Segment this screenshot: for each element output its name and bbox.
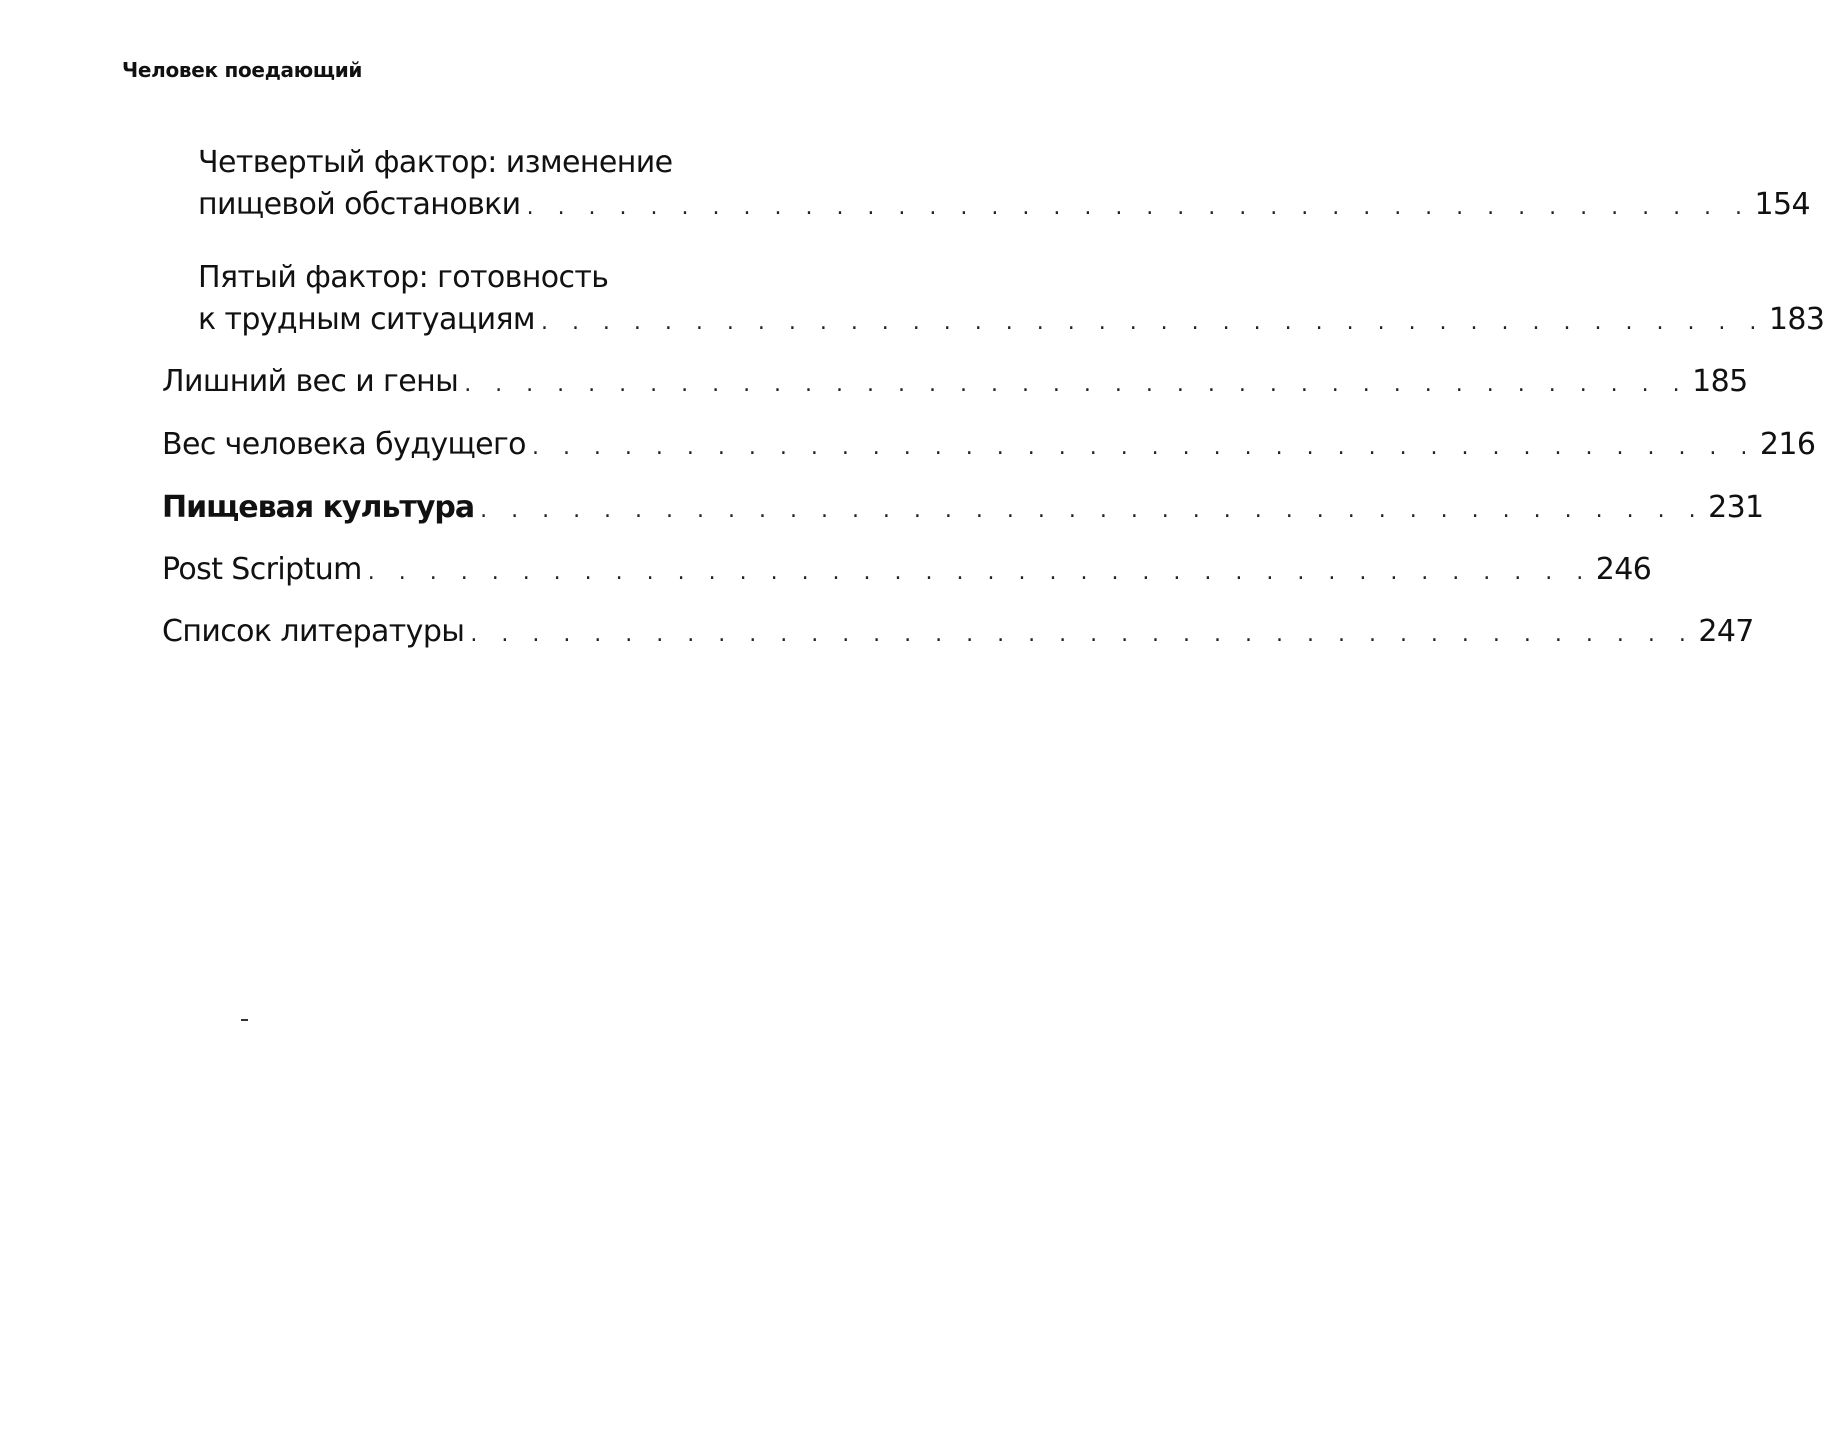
toc-entry-title: Лишний вес и гены: [162, 364, 459, 399]
toc-page-number: 216: [1759, 427, 1816, 462]
toc-entry-title: Список литературы: [162, 614, 465, 649]
toc-entry-line: [198, 300, 1824, 343]
toc-page-number: 183: [1768, 302, 1824, 337]
toc-entry-line: [162, 550, 1652, 593]
toc-entry-line: [162, 488, 1764, 531]
toc-page-number: 247: [1698, 614, 1754, 649]
toc-entry-title: пищевой обстановки: [198, 187, 521, 222]
toc-entry-title: Пищевая культура: [162, 490, 475, 525]
leader-dots: . . . . . . . . . . . . . . . . . . . . . . . . . . . . . . . . . . . . . . . .: [470, 622, 1695, 647]
leader-dots: . . . . . . . . . . . . . . . . . . . . . . . . . . . . . . . . . . . . . . . .: [464, 372, 1689, 397]
leader-dots: . . . . . . . . . . . . . . . . . . . . . . . . . . . . . . . . . . . . . . . .: [480, 498, 1705, 523]
toc-entry-title-line1: Пятый фактор: готовность: [198, 260, 609, 295]
toc-entry-line: [162, 362, 1748, 405]
toc-entry-title-line1: Четвертый фактор: изменение: [198, 145, 673, 180]
toc-entry-title: Post Scriptum: [162, 552, 362, 587]
toc-page-number: 154: [1754, 187, 1811, 222]
toc-entry-line: [162, 425, 1816, 468]
toc-entry-line: [198, 185, 1811, 228]
leader-dots: . . . . . . . . . . . . . . . . . . . . . . . . . . . . . . . . . . . . . . . .: [540, 310, 1765, 335]
toc-entry-line: [162, 612, 1754, 655]
scan-speck: [241, 1019, 248, 1021]
leader-dots: . . . . . . . . . . . . . . . . . . . . . . . . . . . . . . . . . . . . . . . .: [367, 560, 1592, 585]
running-head: Человек поедающий: [122, 58, 363, 82]
leader-dots: . . . . . . . . . . . . . . . . . . . . . . . . . . . . . . . . . . . . . . . .: [526, 195, 1751, 220]
toc-page-number: 231: [1708, 490, 1764, 525]
toc-page-number: 185: [1692, 364, 1748, 399]
toc-entry-title: Вес человека будущего: [162, 427, 526, 462]
leader-dots: . . . . . . . . . . . . . . . . . . . . . . . . . . . . . . . . . . . . . . . .: [531, 435, 1756, 460]
toc-entry-title: к трудным ситуациям: [198, 302, 535, 337]
toc-page-number: 246: [1595, 552, 1652, 587]
